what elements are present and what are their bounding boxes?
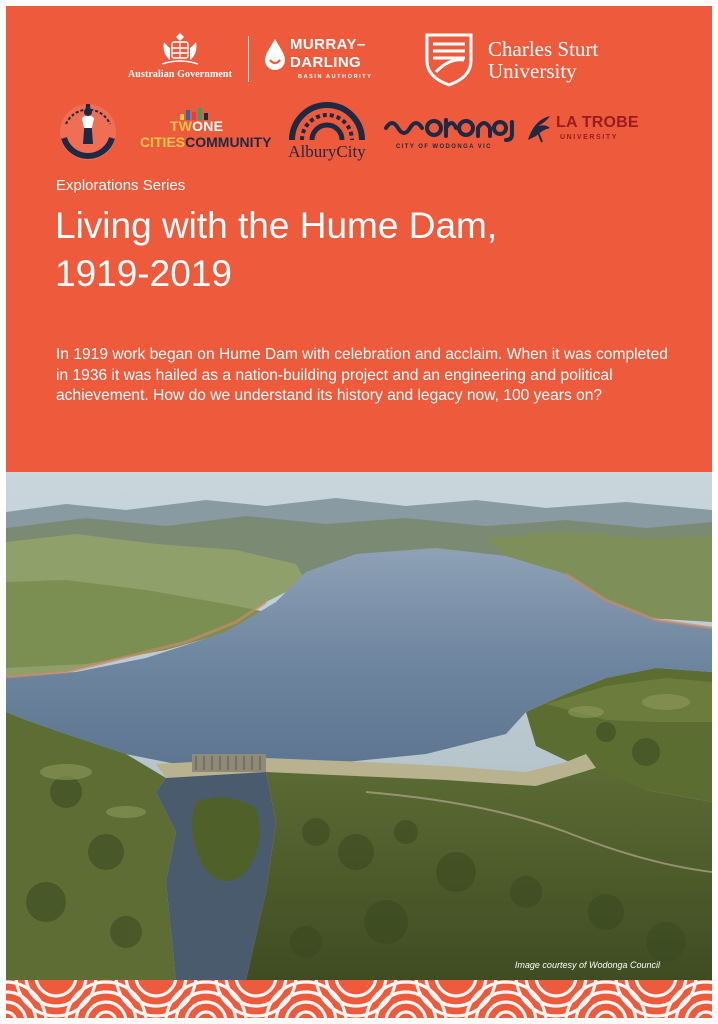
partner-logos-row-1 [6, 30, 712, 92]
la-trobe-university-logo [526, 110, 656, 150]
coat-of-arms-icon [152, 30, 208, 68]
historical-society-seal-icon [56, 98, 120, 164]
two-cities-line-2 [140, 134, 271, 150]
csu-shield-icon [424, 32, 474, 88]
albury-city-logo [282, 100, 372, 166]
charles-sturt-university-logo [424, 32, 624, 90]
historical-society-seal [56, 98, 120, 164]
water-drop-icon [264, 38, 286, 72]
australian-government-logo [124, 30, 236, 90]
mdba-line-1: MURRAY– [290, 36, 366, 53]
brochure-cover [6, 6, 712, 1018]
wodonga-wordmark-icon [382, 114, 522, 144]
two-cities-tw: TW [170, 118, 193, 134]
mdba-line-2: DARLING [290, 54, 362, 71]
two-cities-line-1 [170, 118, 223, 134]
logo-divider [248, 36, 249, 82]
aerial-landscape-illustration [6, 472, 712, 980]
title-line-2: 1919-2019 [55, 253, 232, 294]
la-trobe-line-2: UNIVERSITY [560, 134, 619, 141]
albury-arc-icon [286, 100, 368, 142]
csu-line-1: Charles Sturt [488, 37, 599, 61]
title-line-1: Living with the Hume Dam, [55, 205, 498, 246]
australian-government-text: Australian Government [127, 69, 233, 80]
page-title [55, 202, 695, 298]
decorative-wave-pattern [6, 980, 712, 1018]
hume-dam-aerial-photo [6, 472, 712, 980]
two-cities-community: COMMUNITY [185, 134, 272, 150]
two-cities-one-community-logo [140, 114, 276, 154]
two-cities-one: ONE [192, 118, 224, 134]
series-label: Explorations Series [56, 177, 186, 194]
albury-city-text: AlburyCity [288, 142, 366, 161]
mdba-logo [264, 34, 394, 88]
intro-paragraph: In 1919 work began on Hume Dam with celebration and acclaim. When it was completed in 1936 it was hailed as a nation-building project and an engineering and political achievement. How do we understand its history and legacy now, 100 years on? [56, 346, 668, 404]
city-of-wodonga-logo [382, 114, 522, 160]
la-trobe-line-1: LA TROBE [556, 114, 639, 131]
two-cities-cities: CITIES [140, 134, 186, 150]
mdba-line-3: BASIN AUTHORITY [298, 74, 373, 80]
photo-credit: Image courtesy of Wodonga Council [514, 960, 660, 970]
wave-pattern-icon [6, 980, 712, 1018]
csu-line-2: University [488, 59, 577, 83]
lyrebird-icon [526, 112, 554, 144]
partner-logos-row-2 [6, 98, 712, 168]
wodonga-subtitle: CITY OF WODONGA VIC [396, 144, 492, 150]
